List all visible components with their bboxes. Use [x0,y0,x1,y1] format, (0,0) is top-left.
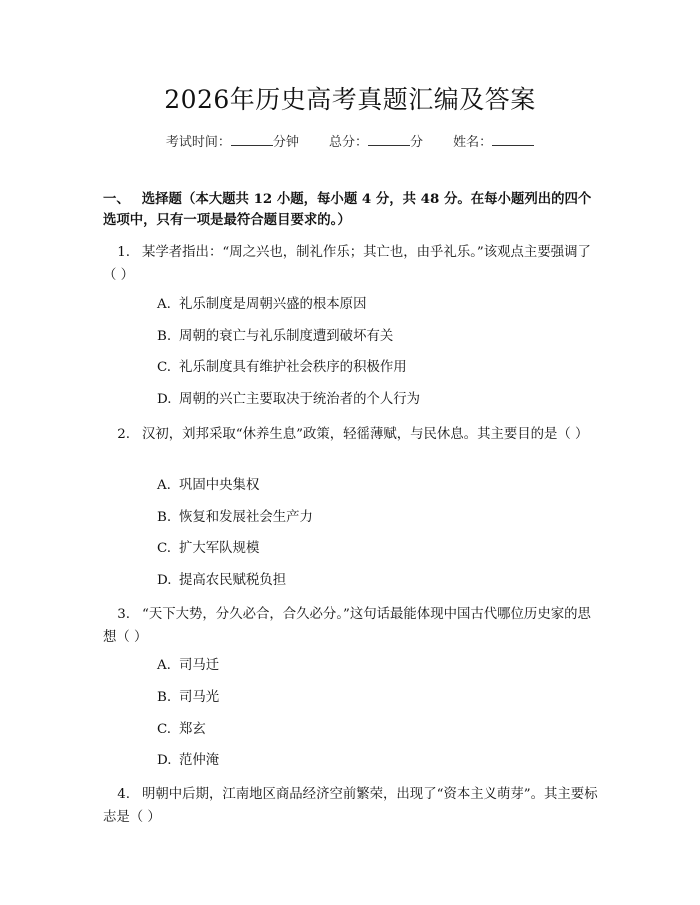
question-1 [103,241,603,287]
option-label: A. [157,478,171,493]
question-number: 2. [117,427,130,442]
option-text: 提高农民赋税负担 [179,573,287,588]
option-label: D. [157,573,172,588]
score-label: 总分： [328,135,368,150]
option-label: B. [157,329,172,344]
option-text: 礼乐制度是周朝兴盛的根本原因 [179,297,367,312]
section-heading [103,189,603,231]
option-label: A. [157,297,171,312]
time-unit: 分钟 [272,135,299,150]
option-text: 郑玄 [179,722,206,737]
question-3-option-a [157,657,219,675]
option-text: 周朝的兴亡主要取决于统治者的个人行为 [179,392,421,407]
option-text: 司马迁 [179,658,220,673]
option-text: 范仲淹 [179,753,220,768]
question-2-option-c [157,540,259,558]
option-label: A. [157,658,171,673]
name-field [453,135,534,150]
name-blank [492,134,534,146]
question-1-option-c [157,359,407,377]
question-stem: 明朝中后期，江南地区商品经济空前繁荣，出现了“资本主义萌芽”。其主要标志是（ ） [103,787,598,825]
section-text: 选择题（本大题共 12 小题，每小题 4 分，共 48 分。在每小题列出的四个选项中，只有一项是最符合题目要求的。） [103,191,592,228]
question-3-option-c [157,721,206,739]
question-1-option-a [157,296,366,314]
question-stem: “天下大势，分久必合，合久必分。”这句话最能体现中国古代哪位历史家的思想（ ） [103,607,591,645]
option-text: 司马光 [179,690,220,705]
question-2-option-a [157,477,259,495]
option-label: D. [157,392,172,407]
option-text: 恢复和发展社会生产力 [179,510,313,525]
exam-meta [0,131,700,150]
question-3-option-d [157,752,219,770]
option-text: 周朝的衰亡与礼乐制度遭到破坏有关 [179,329,394,344]
time-field [166,135,303,150]
question-stem: 汉初，刘邦采取“休养生息”政策，轻徭薄赋，与民休息。其主要目的是（ ） [142,427,589,442]
question-number: 4. [117,787,130,802]
score-field [329,135,427,150]
question-3 [103,603,603,649]
option-label: C. [157,541,172,556]
time-blank [231,134,273,146]
time-label: 考试时间： [165,135,231,150]
option-text: 巩固中央集权 [179,478,260,493]
option-text: 礼乐制度具有维护社会秩序的积极作用 [179,360,407,375]
question-1-option-b [157,328,393,346]
question-3-option-b [157,689,219,707]
option-label: B. [157,510,172,525]
score-blank [368,134,410,146]
option-label: C. [157,360,172,375]
question-2-option-d [157,572,286,590]
question-number: 3. [117,607,130,622]
page-title: 2026年历史高考真题汇编及答案 [164,85,536,114]
question-stem: 某学者指出：“周之兴也，制礼作乐；其亡也，由乎礼乐。”该观点主要强调了（ ） [103,245,591,283]
option-label: D. [157,753,172,768]
name-label: 姓名： [453,135,493,150]
question-2 [103,423,603,446]
score-unit: 分 [410,135,424,150]
question-1-option-d [157,391,420,409]
option-text: 扩大军队规模 [179,541,260,556]
option-label: C. [157,722,172,737]
section-number: 一、 [103,191,130,207]
question-number: 1. [117,245,130,260]
question-2-option-b [157,509,313,527]
option-label: B. [157,690,172,705]
question-4 [103,783,603,829]
